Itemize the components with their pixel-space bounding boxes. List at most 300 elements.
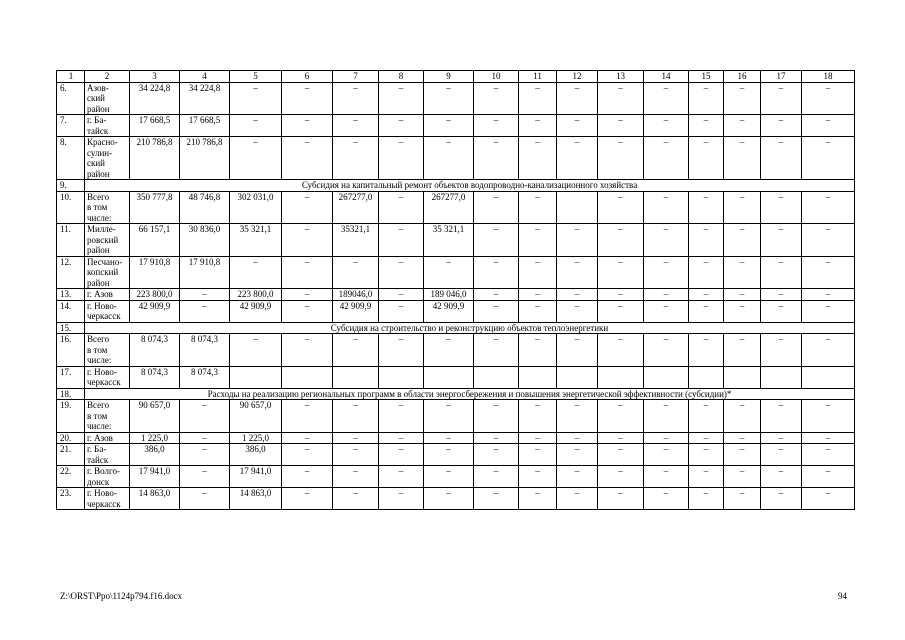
value-cell: – (802, 224, 855, 257)
value-cell: – (598, 300, 644, 322)
value-cell: – (474, 488, 519, 510)
value-cell: 1 225,0 (130, 432, 180, 444)
value-cell: – (598, 289, 644, 301)
value-cell: – (519, 400, 557, 433)
value-cell: – (282, 300, 333, 322)
row-number: 12. (57, 256, 85, 289)
value-cell: – (379, 488, 424, 510)
table-row (57, 432, 855, 444)
value-cell: – (424, 432, 474, 444)
value-cell (761, 366, 802, 388)
value-cell: – (598, 191, 644, 224)
value-cell (724, 366, 761, 388)
value-cell: – (519, 334, 557, 367)
value-cell: 17 941,0 (230, 466, 282, 488)
value-cell: – (598, 444, 644, 466)
row-name: г. Ново- черкасск (85, 488, 130, 510)
header-cell: 15 (689, 71, 724, 83)
value-cell: – (598, 224, 644, 257)
value-cell: – (519, 300, 557, 322)
value-cell: – (557, 256, 598, 289)
value-cell: 267277,0 (424, 191, 474, 224)
value-cell: – (519, 82, 557, 115)
row-number: 10. (57, 191, 85, 224)
value-cell: – (282, 115, 333, 137)
value-cell: – (230, 137, 282, 180)
row-number: 18. (57, 388, 85, 400)
value-cell: – (689, 400, 724, 433)
section-title: Субсидия на строительство и реконструкцию объектов теплоэнергетики (85, 322, 855, 334)
value-cell: – (519, 289, 557, 301)
value-cell: – (557, 488, 598, 510)
value-cell: – (724, 432, 761, 444)
value-cell: – (644, 256, 689, 289)
value-cell: – (180, 300, 230, 322)
value-cell: – (724, 334, 761, 367)
value-cell: – (230, 334, 282, 367)
row-name: г. Ба- тайск (85, 444, 130, 466)
value-cell: – (333, 400, 379, 433)
value-cell: – (557, 444, 598, 466)
table-row (57, 82, 855, 115)
value-cell: – (519, 191, 557, 224)
value-cell: – (379, 115, 424, 137)
header-cell: 13 (598, 71, 644, 83)
value-cell: – (724, 488, 761, 510)
value-cell: 35 321,1 (230, 224, 282, 257)
value-cell: – (282, 224, 333, 257)
value-cell: – (724, 137, 761, 180)
header-cell: 7 (333, 71, 379, 83)
value-cell: – (802, 432, 855, 444)
value-cell: – (598, 488, 644, 510)
value-cell: 34 224,8 (180, 82, 230, 115)
value-cell: – (802, 115, 855, 137)
value-cell (689, 366, 724, 388)
value-cell: – (724, 444, 761, 466)
row-number: 11. (57, 224, 85, 257)
value-cell: – (761, 115, 802, 137)
value-cell: 30 836,0 (180, 224, 230, 257)
value-cell: – (474, 115, 519, 137)
row-name: г. Ново- черкасск (85, 300, 130, 322)
value-cell: – (333, 432, 379, 444)
value-cell: 17 910,8 (130, 256, 180, 289)
value-cell: – (230, 256, 282, 289)
header-cell: 18 (802, 71, 855, 83)
value-cell (230, 366, 282, 388)
value-cell: – (802, 466, 855, 488)
row-name: Красно- сулин- ский район (85, 137, 130, 180)
value-cell: – (598, 82, 644, 115)
value-cell: – (519, 466, 557, 488)
value-cell: – (557, 224, 598, 257)
value-cell: – (761, 256, 802, 289)
value-cell: – (333, 334, 379, 367)
value-cell: – (282, 400, 333, 433)
value-cell: – (230, 82, 282, 115)
section-row (57, 180, 855, 192)
value-cell: – (379, 334, 424, 367)
value-cell: – (424, 466, 474, 488)
value-cell: – (519, 432, 557, 444)
row-name: г. Азов (85, 432, 130, 444)
value-cell (282, 366, 333, 388)
value-cell: – (379, 137, 424, 180)
row-number: 20. (57, 432, 85, 444)
value-cell: 42 909,9 (333, 300, 379, 322)
value-cell: – (519, 224, 557, 257)
value-cell: – (180, 444, 230, 466)
value-cell: 35321,1 (333, 224, 379, 257)
value-cell: – (724, 289, 761, 301)
table-row (57, 289, 855, 301)
value-cell: – (802, 400, 855, 433)
value-cell: – (333, 444, 379, 466)
row-name: Милле- ровский район (85, 224, 130, 257)
row-name: Всего в том числе: (85, 334, 130, 367)
table-row (57, 115, 855, 137)
header-cell: 9 (424, 71, 474, 83)
table-row (57, 300, 855, 322)
value-cell: – (557, 137, 598, 180)
value-cell: – (519, 444, 557, 466)
value-cell: – (424, 115, 474, 137)
value-cell: – (724, 82, 761, 115)
value-cell: – (644, 137, 689, 180)
header-cell: 11 (519, 71, 557, 83)
value-cell: – (802, 488, 855, 510)
row-name: Песчано- копский район (85, 256, 130, 289)
value-cell: – (379, 444, 424, 466)
value-cell: – (689, 224, 724, 257)
header-cell: 3 (130, 71, 180, 83)
value-cell: 14 863,0 (230, 488, 282, 510)
value-cell: 17 668,5 (130, 115, 180, 137)
value-cell: – (557, 300, 598, 322)
value-cell: – (474, 400, 519, 433)
budget-table (56, 70, 855, 510)
value-cell: – (282, 334, 333, 367)
row-number: 21. (57, 444, 85, 466)
row-name: г. Азов (85, 289, 130, 301)
value-cell: 189 046,0 (424, 289, 474, 301)
header-cell: 4 (180, 71, 230, 83)
value-cell: – (557, 432, 598, 444)
value-cell: – (424, 400, 474, 433)
value-cell: – (802, 82, 855, 115)
value-cell: 35 321,1 (424, 224, 474, 257)
value-cell: – (282, 466, 333, 488)
row-number: 14. (57, 300, 85, 322)
value-cell: – (474, 432, 519, 444)
value-cell: – (689, 289, 724, 301)
value-cell: – (761, 82, 802, 115)
value-cell: – (282, 137, 333, 180)
value-cell: – (474, 289, 519, 301)
value-cell: – (689, 444, 724, 466)
value-cell: 14 863,0 (130, 488, 180, 510)
value-cell: 189046,0 (333, 289, 379, 301)
value-cell: – (644, 466, 689, 488)
value-cell: – (379, 82, 424, 115)
section-row (57, 322, 855, 334)
value-cell: – (802, 191, 855, 224)
value-cell: – (724, 400, 761, 433)
value-cell: 17 941,0 (130, 466, 180, 488)
value-cell: – (230, 115, 282, 137)
value-cell: – (557, 334, 598, 367)
row-number: 19. (57, 400, 85, 433)
header-cell: 8 (379, 71, 424, 83)
header-cell: 17 (761, 71, 802, 83)
table-row (57, 466, 855, 488)
value-cell: – (519, 115, 557, 137)
section-row (57, 388, 855, 400)
value-cell (557, 191, 598, 224)
value-cell: 42 909,9 (424, 300, 474, 322)
value-cell: 8 074,3 (180, 334, 230, 367)
value-cell: – (519, 488, 557, 510)
value-cell: – (761, 400, 802, 433)
value-cell: – (644, 82, 689, 115)
value-cell: – (689, 334, 724, 367)
value-cell: – (180, 432, 230, 444)
value-cell: – (598, 432, 644, 444)
value-cell: 66 157,1 (130, 224, 180, 257)
value-cell: – (424, 82, 474, 115)
table-row (57, 224, 855, 257)
value-cell: – (379, 466, 424, 488)
value-cell (598, 366, 644, 388)
value-cell: – (333, 488, 379, 510)
value-cell: – (644, 115, 689, 137)
row-number: 6. (57, 82, 85, 115)
value-cell: – (474, 191, 519, 224)
table-row (57, 488, 855, 510)
value-cell: – (689, 488, 724, 510)
value-cell: – (724, 300, 761, 322)
value-cell: – (644, 289, 689, 301)
value-cell: 267277,0 (333, 191, 379, 224)
value-cell: – (424, 334, 474, 367)
value-cell: 42 909,9 (130, 300, 180, 322)
section-title: Расходы на реализацию региональных программ в области энергосбережения и повышения энергетической эффективности (субсидии)* (85, 388, 855, 400)
value-cell: – (644, 300, 689, 322)
value-cell: – (379, 300, 424, 322)
value-cell: – (282, 289, 333, 301)
header-cell: 1 (57, 71, 85, 83)
value-cell: 302 031,0 (230, 191, 282, 224)
value-cell: – (689, 115, 724, 137)
value-cell: – (598, 256, 644, 289)
value-cell: – (180, 466, 230, 488)
header-cell: 16 (724, 71, 761, 83)
value-cell (519, 366, 557, 388)
value-cell: – (644, 444, 689, 466)
row-number: 15. (57, 322, 85, 334)
value-cell: – (333, 115, 379, 137)
value-cell: 8 074,3 (130, 366, 180, 388)
row-number: 23. (57, 488, 85, 510)
value-cell: – (689, 82, 724, 115)
table-row (57, 400, 855, 433)
value-cell: – (761, 488, 802, 510)
value-cell: – (644, 432, 689, 444)
header-cell: 2 (85, 71, 130, 83)
row-name: Азов- ский район (85, 82, 130, 115)
header-cell: 12 (557, 71, 598, 83)
value-cell: – (180, 488, 230, 510)
value-cell: – (424, 488, 474, 510)
value-cell (379, 366, 424, 388)
value-cell: – (802, 334, 855, 367)
header-cell: 14 (644, 71, 689, 83)
value-cell: – (282, 82, 333, 115)
value-cell: – (802, 444, 855, 466)
value-cell: 1 225,0 (230, 432, 282, 444)
header-row (57, 71, 855, 83)
value-cell: – (557, 115, 598, 137)
value-cell (557, 366, 598, 388)
value-cell: – (379, 256, 424, 289)
value-cell: – (333, 466, 379, 488)
value-cell: – (474, 444, 519, 466)
header-cell: 10 (474, 71, 519, 83)
value-cell: 90 657,0 (230, 400, 282, 433)
value-cell: – (474, 224, 519, 257)
row-name: Всего в том числе: (85, 400, 130, 433)
value-cell (474, 366, 519, 388)
value-cell: – (180, 400, 230, 433)
value-cell: – (424, 444, 474, 466)
value-cell: – (282, 432, 333, 444)
value-cell: 386,0 (230, 444, 282, 466)
value-cell: – (761, 466, 802, 488)
value-cell: – (644, 191, 689, 224)
value-cell: – (282, 191, 333, 224)
table-row (57, 334, 855, 367)
table-row (57, 191, 855, 224)
value-cell: – (761, 432, 802, 444)
table-row (57, 366, 855, 388)
value-cell: 386,0 (130, 444, 180, 466)
value-cell: – (557, 400, 598, 433)
section-title: Субсидия на капитальный ремонт объектов водопроводно-канализационного хозяйства (85, 180, 855, 192)
value-cell: – (333, 82, 379, 115)
value-cell: – (424, 137, 474, 180)
value-cell: – (689, 191, 724, 224)
footer-file-path: Z:\ORST\Ppo\1124p794.f16.docx (60, 591, 183, 601)
value-cell: – (761, 191, 802, 224)
value-cell: 17 910,8 (180, 256, 230, 289)
value-cell: – (474, 334, 519, 367)
value-cell: – (282, 488, 333, 510)
value-cell: – (761, 444, 802, 466)
table-row (57, 137, 855, 180)
header-cell: 5 (230, 71, 282, 83)
value-cell: – (474, 82, 519, 115)
value-cell: – (333, 137, 379, 180)
value-cell: – (761, 334, 802, 367)
value-cell (424, 366, 474, 388)
value-cell: – (598, 115, 644, 137)
value-cell: – (474, 466, 519, 488)
value-cell: – (644, 334, 689, 367)
value-cell: – (724, 256, 761, 289)
value-cell (644, 366, 689, 388)
value-cell: – (379, 191, 424, 224)
value-cell: 8 074,3 (130, 334, 180, 367)
row-number: 8. (57, 137, 85, 180)
row-name: г. Волго- донск (85, 466, 130, 488)
value-cell: – (689, 256, 724, 289)
row-number: 13. (57, 289, 85, 301)
value-cell: – (761, 300, 802, 322)
value-cell: 34 224,8 (130, 82, 180, 115)
value-cell: – (761, 224, 802, 257)
value-cell: 42 909,9 (230, 300, 282, 322)
value-cell: – (802, 300, 855, 322)
row-number: 7. (57, 115, 85, 137)
value-cell: 8 074,3 (180, 366, 230, 388)
table-row (57, 256, 855, 289)
row-name: Всего в том числе: (85, 191, 130, 224)
value-cell: – (724, 115, 761, 137)
value-cell: – (598, 466, 644, 488)
value-cell: – (474, 137, 519, 180)
value-cell: 17 668,5 (180, 115, 230, 137)
row-number: 22. (57, 466, 85, 488)
value-cell: – (598, 400, 644, 433)
value-cell: – (802, 137, 855, 180)
value-cell: – (598, 137, 644, 180)
value-cell: – (689, 300, 724, 322)
value-cell: – (474, 300, 519, 322)
value-cell: – (379, 224, 424, 257)
value-cell: 223 800,0 (230, 289, 282, 301)
value-cell: – (644, 224, 689, 257)
value-cell: 210 786,8 (130, 137, 180, 180)
value-cell: 223 800,0 (130, 289, 180, 301)
value-cell: – (282, 444, 333, 466)
value-cell: 90 657,0 (130, 400, 180, 433)
row-number: 17. (57, 366, 85, 388)
value-cell: – (333, 256, 379, 289)
value-cell: – (802, 256, 855, 289)
value-cell: – (644, 400, 689, 433)
value-cell: – (724, 224, 761, 257)
value-cell: – (519, 256, 557, 289)
value-cell: – (180, 289, 230, 301)
value-cell: – (519, 137, 557, 180)
value-cell: – (644, 488, 689, 510)
value-cell: – (557, 466, 598, 488)
value-cell: – (724, 191, 761, 224)
value-cell: 210 786,8 (180, 137, 230, 180)
row-number: 16. (57, 334, 85, 367)
page-number: 94 (838, 591, 847, 601)
value-cell (802, 366, 855, 388)
row-name: г. Ново- черкасск (85, 366, 130, 388)
value-cell: – (282, 256, 333, 289)
value-cell: – (557, 82, 598, 115)
value-cell: 48 746,8 (180, 191, 230, 224)
row-name: г. Ба- тайск (85, 115, 130, 137)
value-cell: – (379, 289, 424, 301)
value-cell (333, 366, 379, 388)
table-row (57, 444, 855, 466)
